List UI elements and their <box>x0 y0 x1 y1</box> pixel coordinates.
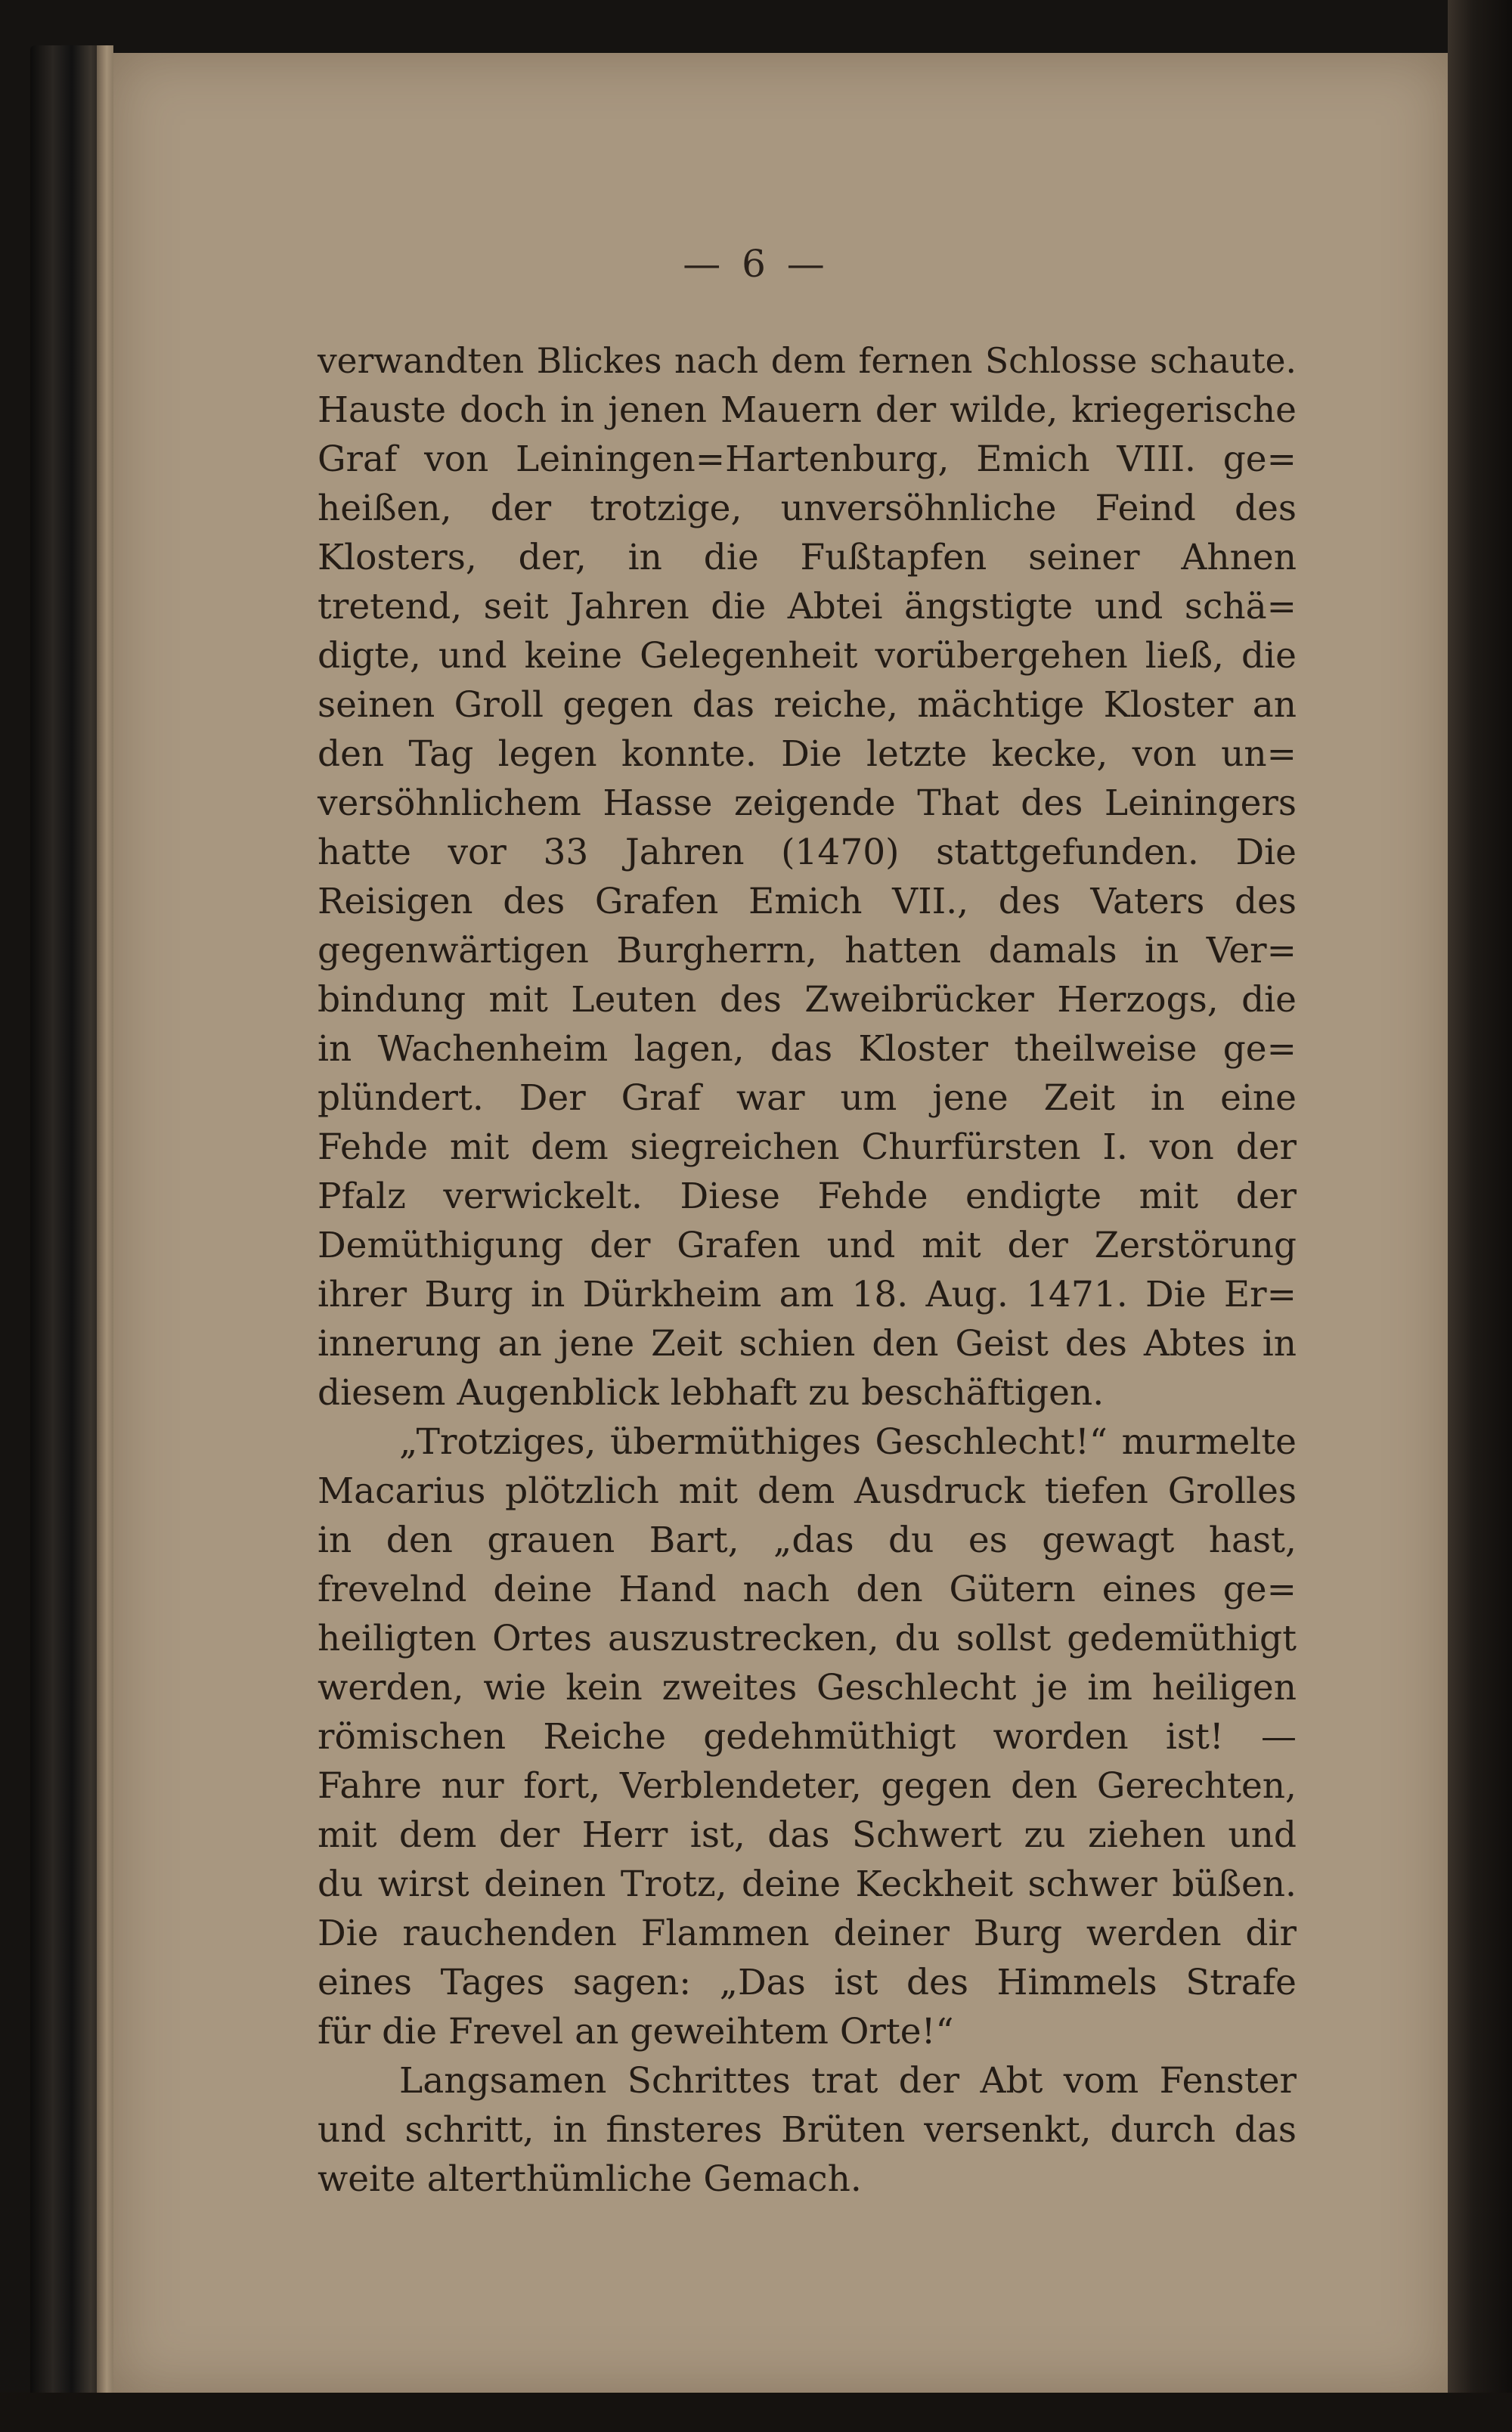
text-line: heiligten Ortes auszustrecken, du sollst gedemüthigt <box>318 1618 1297 1659</box>
text-line: Die rauchenden Flammen deiner Burg werden dir <box>318 1913 1297 1954</box>
text-line: Fehde mit dem siegreichen Churfürsten I. von der <box>318 1126 1297 1168</box>
page-number: — 6 — <box>683 242 829 286</box>
text-line: Reisigen des Grafen Emich VII., des Vaters des <box>318 881 1297 922</box>
text-line: Pfalz verwickelt. Diese Fehde endigte mit der <box>318 1176 1297 1217</box>
text-line: werden, wie kein zweites Geschlecht je im heiligen <box>318 1667 1297 1709</box>
text-line: in Wachenheim lagen, das Kloster theilweise ge= <box>318 1028 1297 1070</box>
text-line: verwandten Blickes nach dem fernen Schlosse schaute. <box>318 341 1297 381</box>
text-line: innerung an jene Zeit schien den Geist des Abtes in <box>318 1323 1297 1365</box>
page-gutter <box>97 45 113 2396</box>
text-line: frevelnd deine Hand nach den Gütern eines ge= <box>318 1569 1297 1610</box>
text-line: gegenwärtigen Burgherrn, hatten damals in Ver= <box>318 930 1297 971</box>
text-line: Fahre nur fort, Verblendeter, gegen den Gerechten, <box>318 1765 1297 1807</box>
text-line: für die Frevel an geweihtem Orte!“ <box>318 2011 954 2052</box>
book-spine <box>30 45 106 2396</box>
text-line: versöhnlichem Hasse zeigende That des Leiningers <box>318 782 1297 824</box>
text-line: plündert. Der Graf war um jene Zeit in eine <box>318 1077 1297 1119</box>
text-line: und schritt, in finsteres Brüten versenkt, durch das <box>318 2109 1297 2151</box>
text-line: diesem Augenblick lebhaft zu beschäftigen. <box>318 1372 1105 1414</box>
text-line: seinen Groll gegen das reiche, mächtige Kloster an <box>318 684 1297 726</box>
text-line: mit dem der Herr ist, das Schwert zu ziehen und <box>318 1814 1297 1856</box>
bottom-edge <box>0 2393 1512 2432</box>
text-line: Graf von Leiningen=Hartenburg, Emich VIII. ge= <box>318 438 1297 480</box>
text-line: weite alterthümliche Gemach. <box>318 2158 862 2200</box>
text-line: eines Tages sagen: „Das ist des Himmels Strafe <box>318 1962 1297 2003</box>
text-line: Hauste doch in jenen Mauern der wilde, kriegerische <box>318 389 1297 431</box>
text-line: Langsamen Schrittes trat der Abt vom Fenster <box>399 2060 1297 2102</box>
text-line: ihrer Burg in Dürkheim am 18. Aug. 1471. Die Er= <box>318 1274 1297 1315</box>
text-line: du wirst deinen Trotz, deine Keckheit schwer büßen. <box>318 1864 1297 1905</box>
text-line: heißen, der trotzige, unversöhnliche Feind des <box>318 488 1297 529</box>
text-line: „Trotziges, übermüthiges Geschlecht!“ murmelte <box>399 1421 1297 1463</box>
text-line: digte, und keine Gelegenheit vorübergehen ließ, die <box>318 635 1297 677</box>
text-line: Demüthigung der Grafen und mit der Zerstörung <box>318 1225 1297 1266</box>
body-text <box>318 336 1297 2204</box>
text-line: Klosters, der, in die Fußtapfen seiner Ahnen <box>318 537 1297 578</box>
text-line: bindung mit Leuten des Zweibrücker Herzogs, die <box>318 979 1297 1021</box>
right-page-edge <box>1448 0 1512 2432</box>
text-line: hatte vor 33 Jahren (1470) stattgefunden. Die <box>318 832 1297 873</box>
text-line: den Tag legen konnte. Die letzte kecke, von un= <box>318 733 1297 775</box>
text-line: in den grauen Bart, „das du es gewagt hast, <box>318 1520 1297 1561</box>
text-line: römischen Reiche gedehmüthigt worden ist! — <box>318 1716 1297 1758</box>
text-line: tretend, seit Jahren die Abtei ängstigte und schä= <box>318 586 1297 627</box>
text-line: Macarius plötzlich mit dem Ausdruck tiefen Grolles <box>318 1470 1297 1512</box>
